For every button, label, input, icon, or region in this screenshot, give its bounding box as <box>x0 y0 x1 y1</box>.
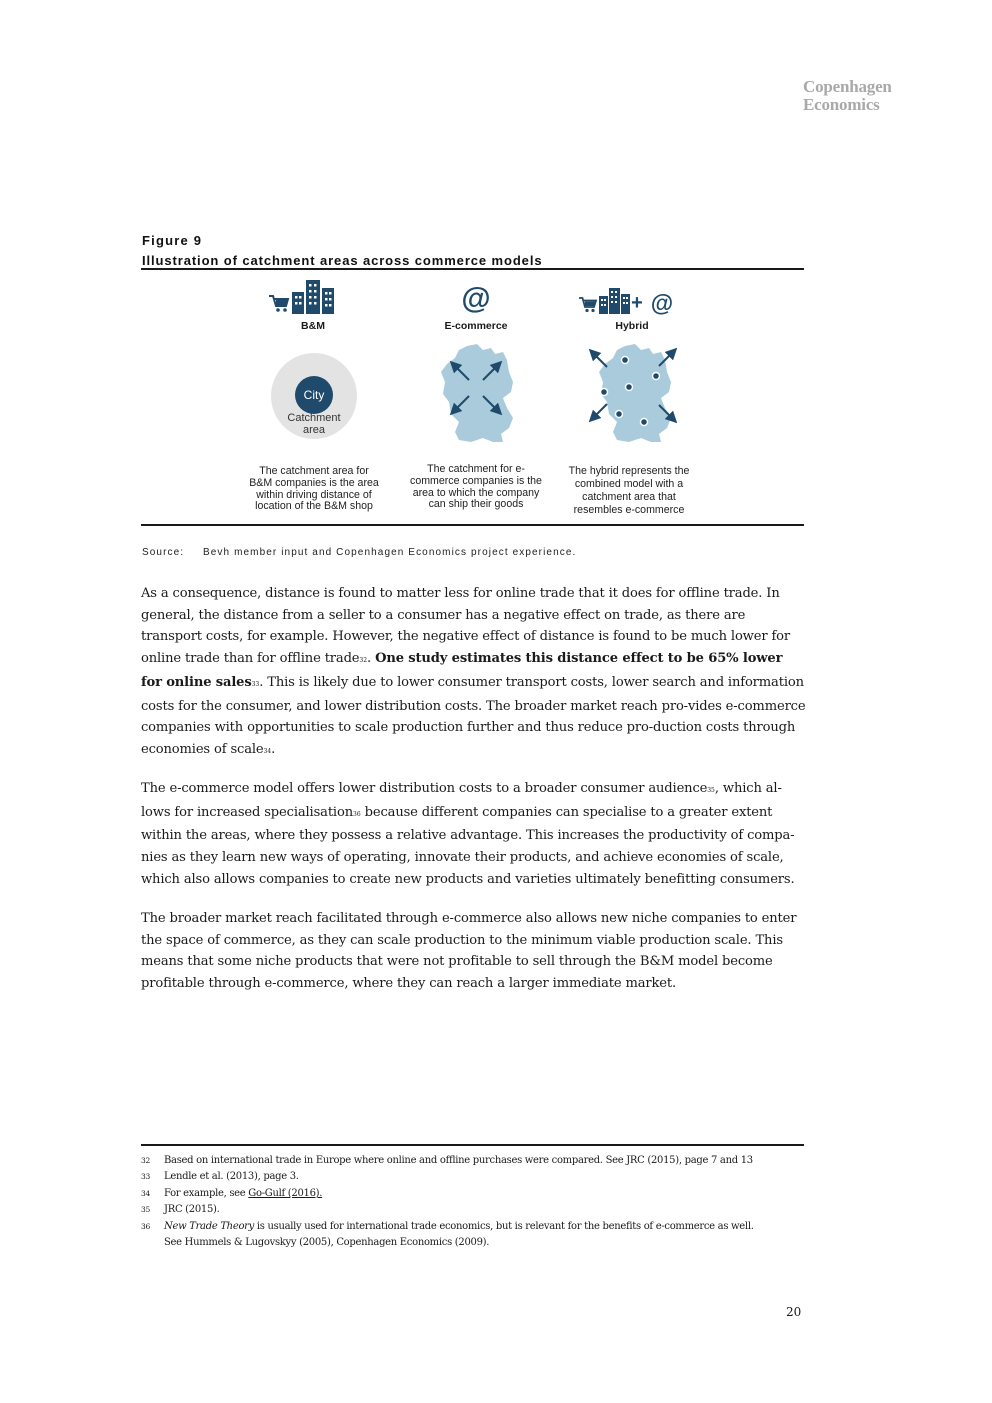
bm-description-line: within driving distance of <box>256 488 372 501</box>
paragraph-text: . <box>367 651 376 667</box>
footnote-ref-35: 35 <box>707 787 715 794</box>
cart-icon <box>269 296 288 312</box>
footnote-36 <box>141 1219 811 1252</box>
footnote-text <box>164 1219 809 1252</box>
bm-description-line: location of the B&M shop <box>255 500 373 513</box>
footnote-text: Based on international trade in Europe where online and offline purchases were compared. See JRC (2015), page 7 and 13 <box>164 1155 753 1166</box>
figure-bottom-rule <box>141 524 804 526</box>
footnote-33 <box>141 1169 811 1185</box>
ecommerce-column-title: E-commerce <box>444 320 508 332</box>
ecommerce-description-line: The catchment for e- <box>427 463 525 475</box>
footnote-number: 34 <box>141 1189 150 1198</box>
hybrid-description <box>549 465 709 517</box>
footnote-34 <box>141 1186 811 1202</box>
paragraph-text: The e-commerce model offers lower distribution costs to a broader consumer audience <box>141 781 708 796</box>
paragraph-text: because different companies can specialise to a greater extent within the areas, where they possess a relative advantage. This increases the productivity of compa-nies as they learn new ways of operating, innovate their products, and achieve economies of scale, which also allows companies to create new products and varieties ultimately benefitting consumers. <box>141 804 795 887</box>
hybrid-at-icon: @ <box>650 290 674 316</box>
footnote-rule <box>141 1144 804 1146</box>
paragraph-text: . <box>271 741 276 757</box>
footnote-text: JRC (2015). <box>164 1204 220 1215</box>
footnote-text-post: is usually used for international trade economics, but is relevant for the benefits of e-commerce as well. <box>254 1221 754 1232</box>
hybrid-column-title: Hybrid <box>615 320 649 332</box>
ecommerce-description-line: commerce companies is the <box>410 474 542 487</box>
logo-line-2: Economics <box>803 95 880 114</box>
germany-map-ecommerce <box>441 344 513 442</box>
footnote-text-line2: See Hummels & Lugovskyy (2005), Copenhagen Economics (2009). <box>164 1237 490 1249</box>
catchment-label-line-2: area <box>302 423 326 436</box>
figure-label: Figure 9 <box>142 233 203 248</box>
catchment-label-line-1: Catchment <box>287 412 341 424</box>
footnote-number: 33 <box>141 1172 150 1181</box>
source-text: Bevh member input and Copenhagen Economics project experience. <box>203 547 577 558</box>
footnote-number: 35 <box>141 1205 150 1214</box>
bm-description-line: The catchment area for <box>259 465 369 477</box>
footnote-text: Lendle et al. (2013), page 3. <box>164 1171 299 1182</box>
figure-top-rule <box>141 268 804 270</box>
footnote-ref-36: 36 <box>353 810 361 818</box>
hybrid-description-line: The hybrid represents the <box>568 465 690 477</box>
footnote-text <box>164 1186 809 1202</box>
body-paragraph-3: The broader market reach facilitated through e-commerce also allows new niche companies to enter the space of commerce, as they can scale production to the minimum viable production scale. This means that some niche products that were not profitable to sell through the B&M model become profitable through e-commerce, where they can reach a larger immediate market. <box>141 911 797 992</box>
footnote-35 <box>141 1202 811 1218</box>
bm-description <box>234 466 394 513</box>
ecommerce-description-line: can ship their goods <box>428 498 524 511</box>
plus-icon: + <box>631 292 643 314</box>
hybrid-description-line: combined model with a <box>574 478 684 490</box>
company-logo <box>803 78 892 114</box>
key-finding: One study estimates this distance effect to be 65% lower for online sales <box>141 651 783 690</box>
building-icon <box>292 280 334 314</box>
logo-line-1: Copenhagen <box>803 77 892 96</box>
go-gulf-link[interactable]: Go-Gulf (2016). <box>248 1188 323 1199</box>
bm-column-title: B&M <box>301 320 325 332</box>
body-paragraph-1 <box>141 583 806 763</box>
page-number: 20 <box>786 1305 802 1319</box>
figure-title: Illustration of catchment areas across commerce models <box>142 253 543 268</box>
catchment-area-label <box>274 413 354 436</box>
footnote-ref-34: 34 <box>263 747 272 755</box>
hybrid-description-line: resembles e-commerce <box>573 504 685 516</box>
paragraph-text: , which al-lows for increased specialisation <box>141 781 782 820</box>
hybrid-description-line: catchment area that <box>582 491 676 503</box>
source-label: Source: <box>142 547 185 558</box>
footnote-number: 32 <box>141 1156 150 1165</box>
footnote-ref-32: 32 <box>359 657 368 665</box>
hybrid-cart-icon <box>579 298 596 312</box>
germany-map-hybrid <box>599 344 671 442</box>
hybrid-building-icon <box>599 288 630 314</box>
at-icon: @ <box>461 282 491 315</box>
body-paragraph-2 <box>141 778 806 891</box>
paragraph-text: . This is likely due to lower consumer transport costs, lower search and information costs for the consumer, and lower distribution costs. The broader market reach pro-vides e-commerce companies with opportunities to scale production further and thus reduce pro-duction costs through economies of scale <box>141 674 806 757</box>
footnote-32 <box>141 1153 811 1169</box>
ecommerce-description-line: area to which the company <box>412 486 540 499</box>
ecommerce-description <box>396 464 556 511</box>
city-label: City <box>303 388 325 402</box>
paragraph-text: As a consequence, distance is found to matter less for online trade that it does for offline trade. In general, the distance from a seller to a consumer has a negative effect on trade, as there are transport costs, for example. However, the negative effect of distance is found to be much lower for online trade than for offline trade <box>141 586 790 667</box>
footnote-number: 36 <box>141 1222 150 1231</box>
footnote-italic-term: New Trade Theory <box>164 1221 254 1232</box>
footnote-text-pre: For example, see <box>164 1188 249 1199</box>
figure-source <box>142 547 576 558</box>
bm-description-line: B&M companies is the area <box>249 476 379 489</box>
footnote-ref-33: 33 <box>251 680 260 688</box>
